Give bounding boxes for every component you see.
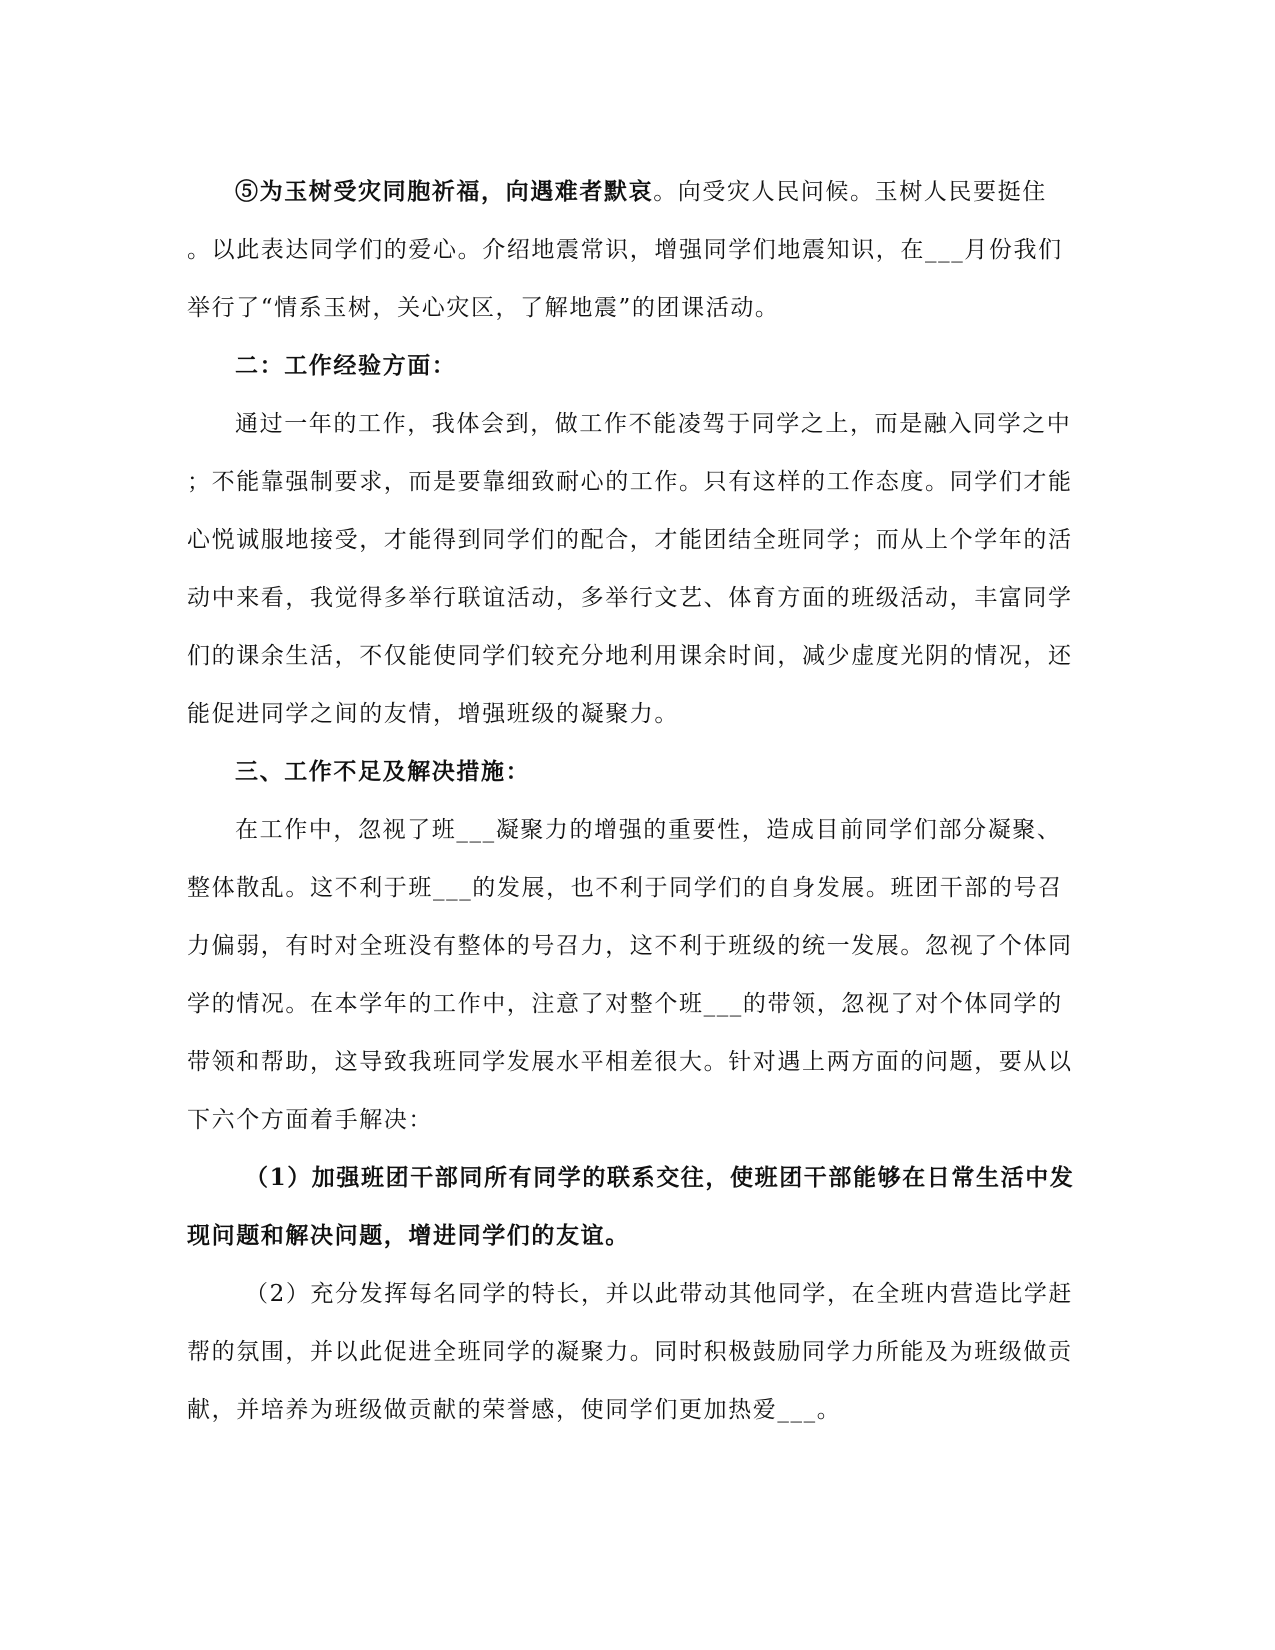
paragraph-line bbox=[187, 627, 1087, 685]
body-text: 动中来看，我觉得多举行联谊活动，多举行文艺、体育方面的班级活动，丰富同学 bbox=[187, 585, 1073, 611]
body-text: 在工作中，忽视了班___凝聚力的增强的重要性，造成目前同学们部分凝聚、 bbox=[235, 817, 1062, 843]
paragraph-line bbox=[187, 1033, 1087, 1091]
paragraph-line bbox=[187, 801, 1087, 859]
paragraph-line bbox=[187, 395, 1087, 453]
body-text: 下六个方面着手解决： bbox=[187, 1107, 433, 1133]
list-item-line bbox=[187, 1149, 1087, 1207]
body-text: 学的情况。在本学年的工作中，注意了对整个班___的带领，忽视了对个体同学的 bbox=[187, 991, 1063, 1017]
document-body bbox=[187, 163, 1087, 1439]
list-item-line bbox=[187, 1381, 1087, 1439]
paragraph-line bbox=[187, 163, 1087, 221]
paragraph-line bbox=[187, 569, 1087, 627]
paragraph-line bbox=[187, 511, 1087, 569]
list-item-line bbox=[187, 1323, 1087, 1381]
body-text: 力偏弱，有时对全班没有整体的号召力，这不利于班级的统一发展。忽视了个体同 bbox=[187, 933, 1073, 959]
heading-text: 二：工作经验方面： bbox=[235, 352, 457, 379]
paragraph-line bbox=[187, 859, 1087, 917]
list-item-line bbox=[187, 1207, 1087, 1265]
body-text: 们的课余生活，不仅能使同学们较充分地利用课余时间，减少虚度光阴的情况，还 bbox=[187, 643, 1073, 669]
body-text: （2）充分发挥每名同学的特长，并以此带动其他同学，在全班内营造比学赶 bbox=[245, 1281, 1074, 1307]
list-item-line bbox=[187, 1265, 1087, 1323]
section-heading bbox=[187, 743, 1087, 801]
section-heading bbox=[187, 337, 1087, 395]
paragraph-line bbox=[187, 685, 1087, 743]
paragraph-line bbox=[187, 975, 1087, 1033]
body-text: 。向受灾人民问候。玉树人民要挺住 bbox=[653, 179, 1047, 205]
body-text: 带领和帮助，这导致我班同学发展水平相差很大。针对遇上两方面的问题，要从以 bbox=[187, 1049, 1073, 1075]
paragraph-line bbox=[187, 917, 1087, 975]
body-text: 。以此表达同学们的爱心。介绍地震常识，增强同学们地震知识，在___月份我们 bbox=[187, 237, 1063, 263]
bold-text: （1）加强班团干部同所有同学的联系交往，使班团干部能够在日常生活中发 bbox=[245, 1164, 1075, 1191]
paragraph-line bbox=[187, 221, 1087, 279]
body-text: 整体散乱。这不利于班___的发展，也不利于同学们的自身发展。班团干部的号召 bbox=[187, 875, 1063, 901]
body-text: ；不能靠强制要求，而是要靠细致耐心的工作。只有这样的工作态度。同学们才能 bbox=[187, 469, 1073, 495]
bold-text: 现问题和解决问题，增进同学们的友谊。 bbox=[187, 1222, 630, 1249]
body-text: 通过一年的工作，我体会到，做工作不能凌驾于同学之上，而是融入同学之中 bbox=[235, 411, 1072, 437]
body-text: 举行了“情系玉树，关心灾区，了解地震”的团课活动。 bbox=[187, 295, 780, 321]
paragraph-line bbox=[187, 453, 1087, 511]
bold-text: ⑤为玉树受灾同胞祈福，向遇难者默哀 bbox=[235, 178, 654, 205]
paragraph-line bbox=[187, 279, 1087, 337]
paragraph-line bbox=[187, 1091, 1087, 1149]
body-text: 帮的氛围，并以此促进全班同学的凝聚力。同时积极鼓励同学力所能及为班级做贡 bbox=[187, 1339, 1073, 1365]
body-text: 心悦诚服地接受，才能得到同学们的配合，才能团结全班同学；而从上个学年的活 bbox=[187, 527, 1073, 553]
heading-text: 三、工作不足及解决措施： bbox=[235, 758, 531, 785]
body-text: 献，并培养为班级做贡献的荣誉感，使同学们更加热爱___。 bbox=[187, 1397, 842, 1423]
body-text: 能促进同学之间的友情，增强班级的凝聚力。 bbox=[187, 701, 679, 727]
